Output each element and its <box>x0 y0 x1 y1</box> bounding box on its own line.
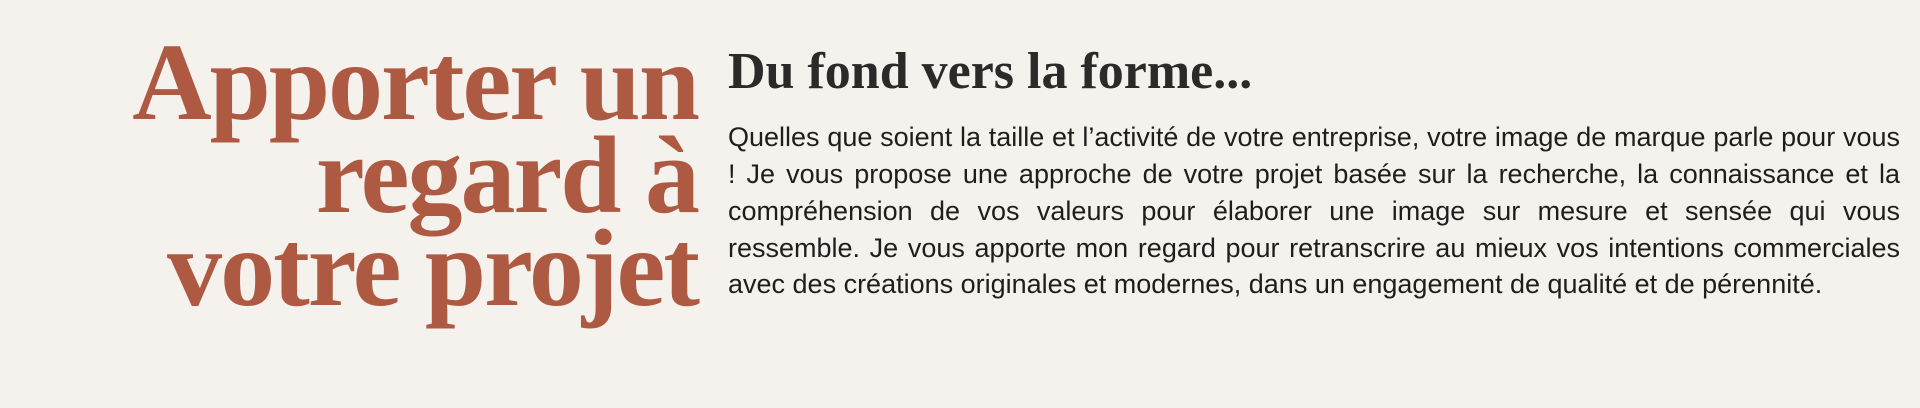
page-title <box>40 21 698 329</box>
section-subtitle: Du fond vers la forme... <box>728 43 1253 100</box>
hero-text-column <box>728 40 1900 303</box>
page-title-line-2: regard à <box>315 113 698 236</box>
page-title-line-1: Apporter un <box>132 21 698 143</box>
page-title-line-3: votre projet <box>167 206 698 329</box>
intro-paragraph: Quelles que soient la taille et l’activité de votre entreprise, votre image de marque parle pour vous ! Je vous propose une approche de votre projet basée sur la recherche, la connaissance et la compréhension de vos valeurs pour élaborer une image sur mesure et sensée qui vous ressemble. Je vous apporte mon regard pour retranscrire au mieux vos intentions commerciales avec des créations originales et modernes, dans un engagement de qualité et de pérennité. <box>728 122 1900 300</box>
